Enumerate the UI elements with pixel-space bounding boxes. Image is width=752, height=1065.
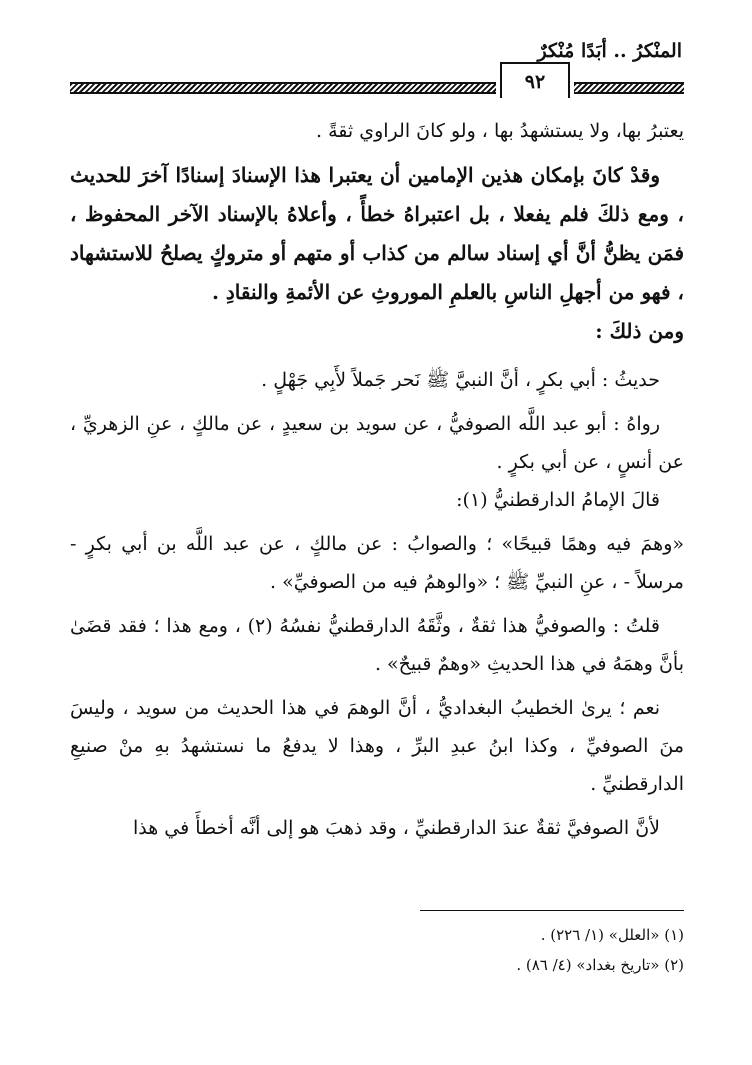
paragraph-final: لأنَّ الصوفيَّ ثقةٌ عندَ الدارقطنيِّ ، وقد ذهبَ هو إلى أنَّه أخطأَ في هذا [132,817,660,839]
running-title: المنْكرُ .. أبَدًا مُنْكرٌ [537,40,682,62]
paragraph-narration: رواهُ : أبو عبد اللَّه الصوفيُّ ، عن سويد بن سعيدٍ ، عن مالكٍ ، عنِ الزهريِّ ، عن أنسٍ ، عن أبي بكرٍ . [70,413,684,473]
paragraph-khatib: نعم ؛ يرىٰ الخطيبُ البغداديُّ ، أنَّ الوهمَ في هذا الحديث من سويد ، وليسَ منَ الصوفيِّ ، وكذا ابنُ عبدِ البرِّ ، وهذا لا يدفعُ ما نستشهدُ بهِ منْ صنيعِ الدارقطنيِّ . [70,697,684,795]
page-number: ٩٢ [500,62,570,98]
footnote-1: (١) «العلل» (١/ ٢٢٦) . [540,926,684,944]
paragraph-quote: «وهمَ فيه وهمًا قبيحًا» ؛ والصوابُ : عن مالكٍ ، عن عبد اللَّه بن أبي بكرٍ - مرسلاً - ، عنِ النبيِّ ﷺ ؛ «والوهمُ فيه من الصوفيِّ» . [70,533,684,593]
footnote-separator [420,910,684,911]
footnotes [70,920,684,980]
paragraph-author-note: قلتُ : والصوفيُّ هذا ثقةٌ ، وثَّقَهُ الدارقطنيُّ نفسُهُ (٢) ، ومع هذا ؛ فقد قضَىٰ بأنَّ وهمَهُ في هذا الحديثِ «وهمٌ قبيحٌ» . [70,615,684,675]
header-rule-right [574,82,684,94]
main-text [70,112,684,847]
paragraph-hadith: حديثُ : أبي بكرٍ ، أنَّ النبيَّ ﷺ نَحر جَملاً لأَبِي جَهْلٍ . [261,369,660,391]
footnote-2: (٢) «تاريخ بغداد» (٤/ ٨٦) . [516,956,684,974]
paragraph-daraqutni-said: قالَ الإمامُ الدارقطنيُّ (١): [456,489,660,511]
paragraph-continuation: يعتبرُ بها، ولا يستشهدُ بها ، ولو كانَ الراوي ثقةً . [316,120,684,142]
paragraph-example-heading: ومن ذلكَ : [595,319,684,343]
paragraph-argument: وقدْ كانَ بإمكان هذين الإمامين أن يعتبرا هذا الإسنادَ إسنادًا آخرَ للحديث ، ومع ذلكَ فلم يفعلا ، بل اعتبراهُ خطأً ، وأعلاهُ بالإسناد الآخر المحفوظ ، فمَن يظنُّ أنَّ أي إسناد سالم من كذاب أو متهم أو متروكٍ يصلحُ للاستشهاد ، فهو من أجهلِ الناسِ بالعلمِ الموروثِ عن الأئمةِ والنقادِ . [70,163,684,304]
header-rule-left [70,82,496,94]
